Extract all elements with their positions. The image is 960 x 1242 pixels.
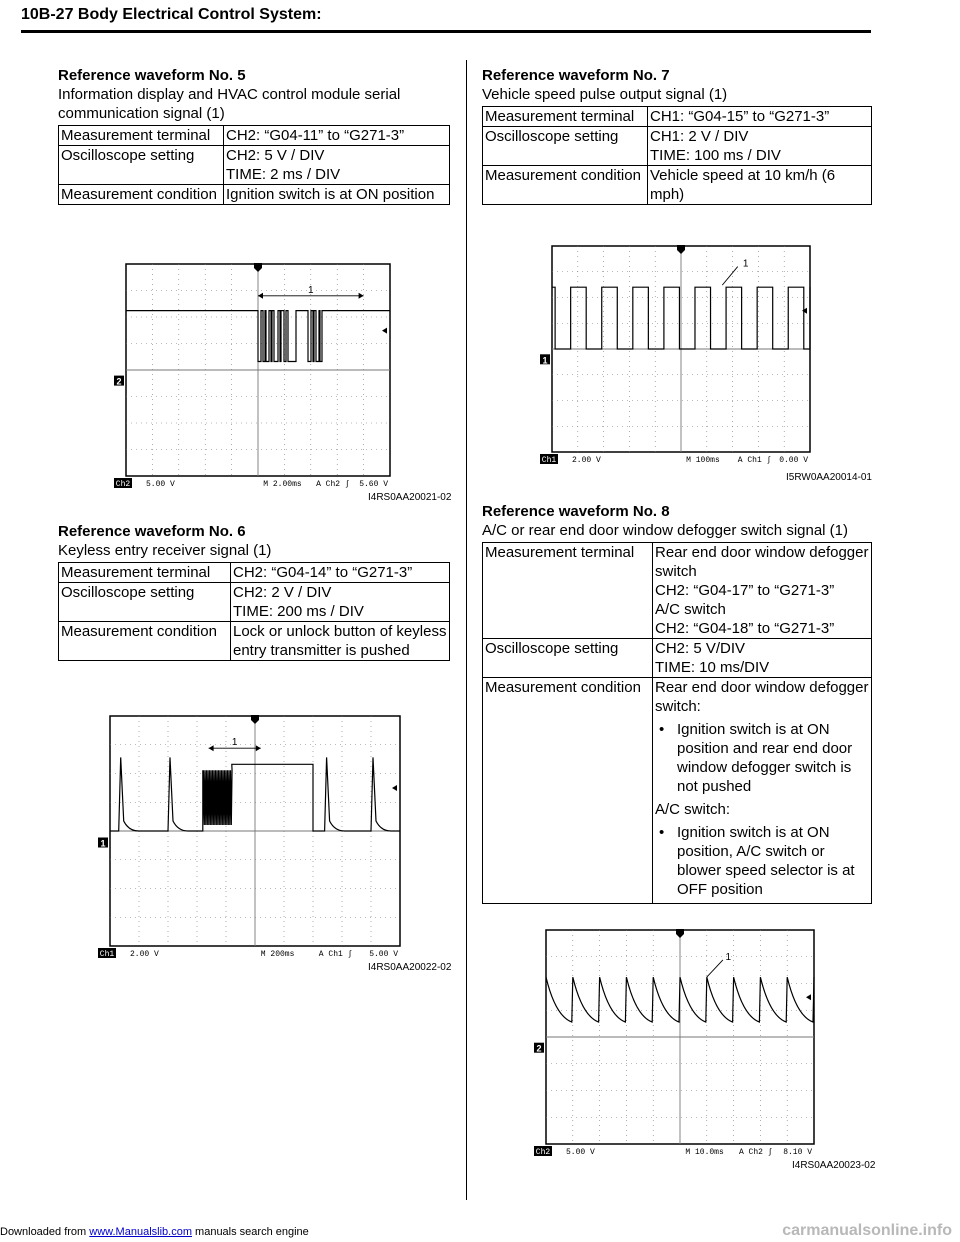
row-value — [224, 146, 450, 185]
table-row — [483, 166, 872, 205]
value-line: CH1: 2 V / DIV — [650, 128, 749, 145]
value-line: TIME: 100 ms / DIV — [650, 147, 781, 164]
channel-badge-label: Ch2 — [535, 1148, 551, 1157]
row-label: Oscilloscope setting — [59, 583, 231, 622]
trigger-source: A Ch1 ∫ — [737, 456, 772, 465]
oscilloscope-figure-8 — [534, 926, 818, 1158]
section-description: Information display and HVAC control module serial communication signal (1) — [58, 86, 401, 122]
oscilloscope-screen — [114, 260, 394, 490]
marker-label: 1 — [231, 737, 238, 749]
row-label: Measurement terminal — [483, 107, 648, 127]
bullet-list — [655, 823, 869, 899]
value-line: CH2: “G04-18” to “G271-3” — [655, 620, 835, 637]
table-row — [483, 639, 872, 678]
row-label: Oscilloscope setting — [483, 639, 653, 678]
volts-per-div: 2.00 V — [130, 950, 159, 959]
row-label: Measurement condition — [59, 185, 224, 205]
section-waveform-6 — [58, 522, 450, 661]
table-row — [483, 127, 872, 166]
oscilloscope-figure-7 — [540, 242, 814, 466]
page-title: 10B-27 Body Electrical Control System: — [21, 6, 322, 23]
row-label: Measurement terminal — [59, 563, 231, 583]
header-rule — [21, 30, 871, 33]
oscilloscope-screen — [534, 926, 818, 1158]
row-label: Measurement condition — [483, 166, 648, 205]
row-value: Ignition switch is at ON position — [224, 185, 450, 205]
value-line: Rear end door window defogger switch — [655, 544, 869, 580]
oscilloscope-figure-5 — [114, 260, 394, 490]
value-line: A/C switch — [655, 601, 726, 618]
row-label: Measurement terminal — [483, 543, 653, 639]
value-line: Rear end door window defogger switch: — [655, 679, 869, 715]
marker-label: 1 — [742, 258, 749, 270]
time-per-div: M 10.0ms — [685, 1148, 724, 1157]
channel-badge-label: Ch1 — [99, 950, 115, 959]
row-label: Measurement terminal — [59, 126, 224, 146]
table-row — [59, 563, 450, 583]
list-item: • Ignition switch is at ON position and rear end door window defogger switch is not pushed — [655, 720, 869, 796]
footer — [0, 1226, 309, 1238]
section-description: Keyless entry receiver signal (1) — [58, 542, 272, 559]
spec-table — [58, 562, 450, 661]
row-value: CH2: “G04-14” to “G271-3” — [231, 563, 450, 583]
channel-badge-label: Ch2 — [115, 480, 131, 489]
figure-code: I4RS0AA20021-02 — [368, 492, 452, 503]
row-label: Oscilloscope setting — [483, 127, 648, 166]
row-value: CH1: “G04-15” to “G271-3” — [648, 107, 872, 127]
value-line: TIME: 2 ms / DIV — [226, 166, 341, 183]
channel-marker-label: 2 — [536, 1043, 542, 1054]
value-line: CH2: 5 V/DIV — [655, 640, 746, 657]
spec-table — [482, 542, 872, 904]
section-heading: Reference waveform No. 5 — [58, 67, 246, 84]
manualslib-link[interactable]: www.Manualslib.com — [89, 1226, 192, 1238]
value-line: TIME: 200 ms / DIV — [233, 603, 364, 620]
section-heading: Reference waveform No. 6 — [58, 523, 246, 540]
watermark: carmanualsonline.info — [782, 1222, 952, 1239]
value-line: A/C switch: — [655, 801, 731, 818]
channel-badge-label: Ch1 — [541, 456, 557, 465]
trigger-level: 5.00 V — [369, 950, 398, 959]
value-line: CH2: 2 V / DIV — [233, 584, 332, 601]
spec-table — [58, 125, 450, 205]
row-label: Measurement condition — [483, 678, 653, 904]
value-line: TIME: 10 ms/DIV — [655, 659, 770, 676]
page-header — [21, 6, 871, 54]
bullet-list — [655, 720, 869, 796]
row-value — [653, 543, 872, 639]
table-row — [59, 622, 450, 661]
table-row — [483, 678, 872, 904]
section-heading: Reference waveform No. 8 — [482, 503, 670, 520]
table-row — [483, 543, 872, 639]
figure-code: I4RS0AA20022-02 — [368, 962, 452, 973]
figure-code: I4RS0AA20023-02 — [792, 1160, 876, 1171]
oscilloscope-figure-6 — [98, 712, 404, 960]
volts-per-div: 5.00 V — [146, 480, 175, 489]
row-value: Vehicle speed at 10 km/h (6 mph) — [648, 166, 872, 205]
footer-prefix: Downloaded from — [0, 1226, 90, 1238]
channel-marker-label: 1 — [542, 355, 548, 366]
value-line: CH2: 5 V / DIV — [226, 147, 325, 164]
section-waveform-5 — [58, 66, 450, 205]
section-description: Vehicle speed pulse output signal (1) — [482, 86, 728, 103]
table-row — [59, 126, 450, 146]
section-waveform-7 — [482, 66, 874, 205]
row-value — [653, 639, 872, 678]
oscilloscope-screen — [98, 712, 404, 960]
marker-label: 1 — [725, 951, 732, 963]
time-per-div: M 100ms — [686, 456, 720, 465]
row-value — [653, 678, 872, 904]
marker-label: 1 — [308, 284, 314, 296]
table-row — [59, 185, 450, 205]
row-label: Oscilloscope setting — [59, 146, 224, 185]
row-value — [648, 127, 872, 166]
spec-table — [482, 106, 872, 205]
section-waveform-8 — [482, 502, 874, 904]
table-row — [59, 146, 450, 185]
row-value: Lock or unlock button of keyless entry transmitter is pushed — [231, 622, 450, 661]
trigger-source: A Ch2 ∫ — [738, 1148, 773, 1157]
trigger-level: 8.10 V — [783, 1148, 812, 1157]
table-row — [59, 583, 450, 622]
time-per-div: M 2.00ms — [263, 480, 302, 489]
volts-per-div: 2.00 V — [572, 456, 601, 465]
row-value — [231, 583, 450, 622]
trigger-level: 0.00 V — [779, 456, 808, 465]
trigger-source: A Ch1 ∫ — [318, 950, 353, 959]
row-value: CH2: “G04-11” to “G271-3” — [224, 126, 450, 146]
table-row — [483, 107, 872, 127]
section-heading: Reference waveform No. 7 — [482, 67, 670, 84]
figure-code: I5RW0AA20014-01 — [786, 472, 872, 483]
channel-marker-label: 2 — [116, 376, 122, 387]
oscilloscope-screen — [540, 242, 814, 466]
footer-suffix: manuals search engine — [191, 1226, 309, 1238]
channel-marker-label: 1 — [100, 838, 106, 849]
value-line: CH2: “G04-17” to “G271-3” — [655, 582, 835, 599]
list-item: • Ignition switch is at ON position, A/C switch or blower speed selector is at OFF position — [655, 823, 869, 899]
trigger-level: 5.60 V — [359, 480, 388, 489]
time-per-div: M 200ms — [260, 950, 295, 959]
section-description: A/C or rear end door window defogger switch signal (1) — [482, 522, 849, 539]
trigger-source: A Ch2 ∫ — [316, 480, 350, 489]
volts-per-div: 5.00 V — [566, 1148, 595, 1157]
column-divider — [466, 60, 467, 1200]
row-label: Measurement condition — [59, 622, 231, 661]
